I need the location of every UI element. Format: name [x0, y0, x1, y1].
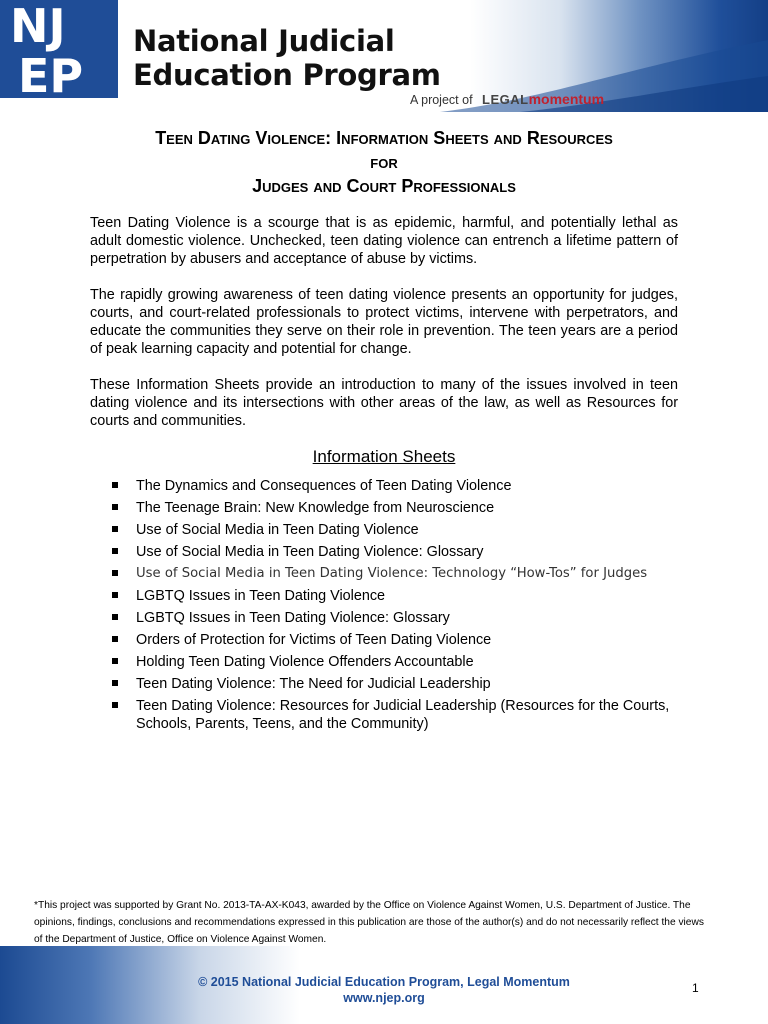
bullet-icon: [112, 636, 118, 642]
information-sheets-heading: Information Sheets: [312, 447, 456, 466]
page-number: 1: [692, 981, 699, 995]
njep-logo: [0, 0, 118, 98]
list-item: Teen Dating Violence: Resources for Judicial Leadership (Resources for the Courts, Schools, Parents, Teens, and the Community): [112, 697, 672, 733]
bullet-icon: [112, 680, 118, 686]
project-of-line: [410, 91, 604, 107]
list-item: LGBTQ Issues in Teen Dating Violence: [112, 587, 672, 605]
list-item: Use of Social Media in Teen Dating Violence: Glossary: [112, 543, 672, 561]
list-item: Teen Dating Violence: The Need for Judicial Leadership: [112, 675, 672, 693]
bullet-icon: [112, 504, 118, 510]
project-of-text: A project of: [410, 93, 473, 107]
title-line2: for: [370, 152, 398, 172]
org-name-line1: National Judicial: [133, 24, 395, 58]
bullet-icon: [112, 658, 118, 664]
list-item: The Dynamics and Consequences of Teen Dating Violence: [112, 477, 672, 495]
intro-paragraph-1: Teen Dating Violence is a scourge that is as epidemic, harmful, and potentially lethal as adult domestic violence. Unchecked, teen dating violence can entrench a lifetime pattern of perpetration by abusers and acceptance of abuse by victims.: [90, 215, 678, 267]
partner-momentum: momentum: [528, 91, 605, 107]
grant-footnote: *This project was supported by Grant No. 2013-TA-AX-K043, awarded by the Office on Violence Against Women, U.S. Department of Justice. The opinions, findings, conclusions and recommendations expressed in this publication are those of the author(s) and do not necessarily reflect the views of the Department of Justice, Office on Violence Against Women.: [34, 900, 704, 945]
bullet-icon: [112, 592, 118, 598]
bullet-icon: [112, 482, 118, 488]
footer-website[interactable]: www.njep.org: [343, 991, 425, 1005]
partner-legal: LEGAL: [482, 92, 529, 107]
list-item: Use of Social Media in Teen Dating Violence: Technology “How-Tos” for Judges: [112, 565, 672, 583]
list-item: Orders of Protection for Victims of Teen Dating Violence: [112, 631, 672, 649]
svg-text:EP: EP: [18, 49, 84, 98]
list-item: LGBTQ Issues in Teen Dating Violence: Glossary: [112, 609, 672, 627]
list-item: Holding Teen Dating Violence Offenders Accountable: [112, 653, 672, 671]
page-header: [0, 0, 768, 112]
footer-copyright: © 2015 National Judicial Education Program, Legal Momentum: [198, 975, 570, 989]
document-title: [40, 126, 728, 198]
list-item: The Teenage Brain: New Knowledge from Neuroscience: [112, 499, 672, 517]
intro-paragraph-2: The rapidly growing awareness of teen dating violence presents an opportunity for judges, courts, and court-related professionals to protect victims, intervene with perpetrators, and educate the communities they serve on their role in prevention. The teen years are a period of peak learning capacity and potential for change.: [90, 287, 678, 357]
information-sheets-list: [112, 477, 672, 737]
title-line1: Teen Dating Violence: Information Sheets and Resources: [155, 128, 613, 148]
svg-text:NJ: NJ: [10, 0, 66, 53]
bullet-icon: [112, 702, 118, 708]
bullet-icon: [112, 526, 118, 532]
bullet-icon: [112, 614, 118, 620]
list-item: Use of Social Media in Teen Dating Violence: [112, 521, 672, 539]
bullet-icon: [112, 570, 118, 576]
footer-text: [0, 974, 768, 1006]
org-name-line2: Education Program: [133, 58, 441, 92]
intro-paragraph-3: These Information Sheets provide an introduction to many of the issues involved in teen dating violence and its intersections with other areas of the law, as well as Resources for courts and communities.: [90, 377, 678, 429]
organization-name: [133, 24, 553, 92]
title-line3: Judges and Court Professionals: [252, 176, 516, 196]
bullet-icon: [112, 548, 118, 554]
